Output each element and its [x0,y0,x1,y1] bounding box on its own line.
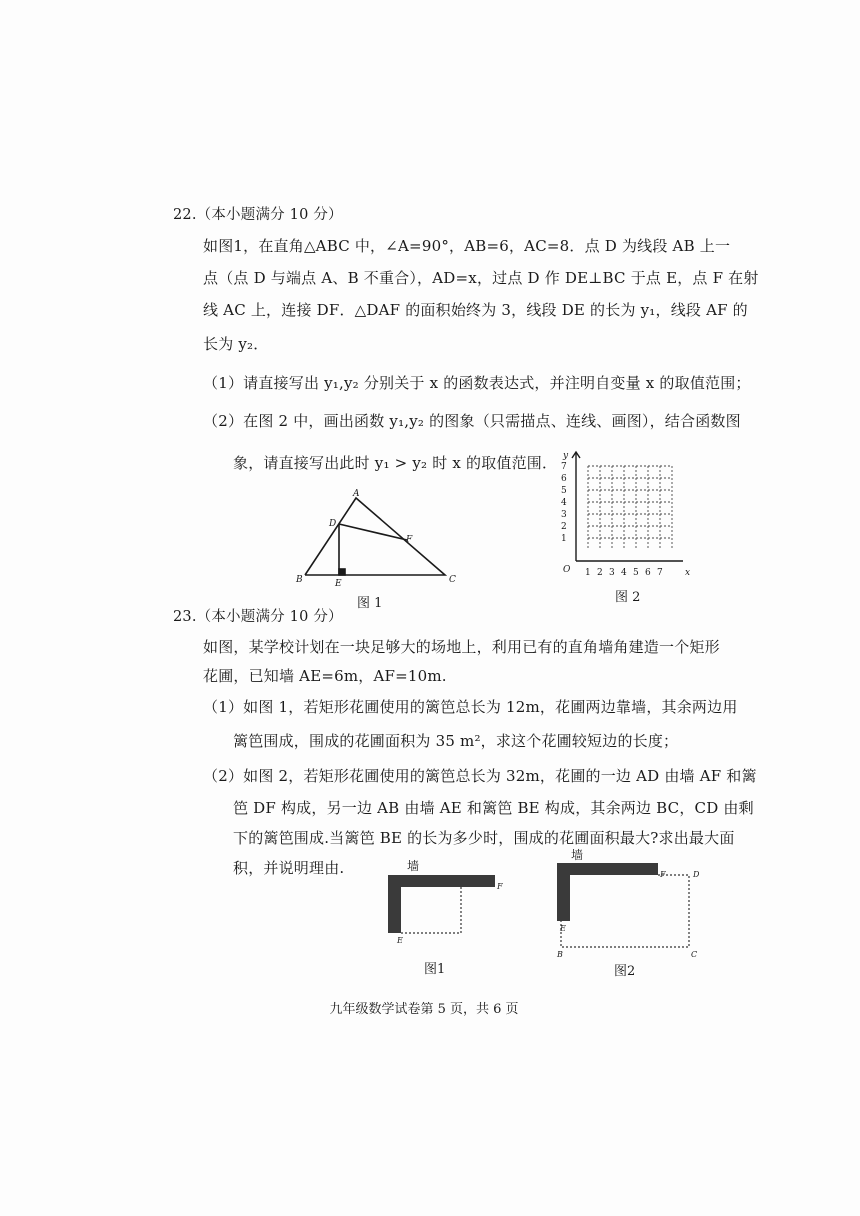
figure-2-caption: 图2 [614,964,636,979]
problem-22-text-line: 长为 y₂． [203,335,269,353]
problem-23-text-line: 如图，某学校计划在一块足够大的场地上，利用已有的直角墙角建造一个矩形 [203,638,720,656]
label-D: D [693,870,700,879]
problem-22-question-2-cont: 象，请直接写出此时 y₁ > y₂ 时 x 的取值范围． [233,454,558,472]
label-D: D [329,519,337,529]
problem-23-question-2-cont: 下的篱笆围成.当篱笆 BE 的长为多少时，围成的花圃面积最大?求出最大面 [233,829,735,847]
problem-23-heading: 23.（本小题满分 10 分） [173,609,343,625]
x-tick-label: 7 [657,568,663,578]
x-tick-label: 5 [633,568,639,578]
problem-23-question-1: （1）如图 1，若矩形花圃使用的篱笆总长为 12m，花圃两边靠墙，其余两边用 [203,698,738,716]
label-F: F [497,882,503,891]
y-tick-label: 5 [561,486,567,496]
problem-22-text-line: 线 AC 上，连接 DF．△DAF 的面积始终为 3，线段 DE 的长为 y₁，线段 AF 的 [203,301,748,319]
axis-label-y: y [563,451,569,461]
y-tick-label: 1 [561,534,567,544]
label-B: B [296,575,303,585]
axis-label-x: x [685,568,691,578]
page-footer: 九年级数学试卷第 5 页，共 6 页 [329,1002,519,1017]
problem-22-text-line: 点（点 D 与端点 A、B 不重合），AD=x，过点 D 作 DE⊥BC 于点 E，点 F 在射 [203,269,759,287]
label-C: C [449,575,456,585]
label-E: E [335,579,342,589]
x-tick-label: 2 [597,568,603,578]
problem-22-question-1: （1）请直接写出 y₁,y₂ 分别关于 x 的函数表达式，并注明自变量 x 的取值范围； [203,374,751,392]
figure-1-caption: 图1 [424,962,446,977]
label-E: E [397,936,403,945]
label-F: F [660,870,666,879]
y-tick-label: 3 [561,510,567,520]
y-tick-label: 4 [561,498,567,508]
label-E: E [560,924,566,933]
label-B: B [557,950,563,959]
problem-22-heading: 22.（本小题满分 10 分） [173,207,343,223]
origin-label: O [563,565,571,575]
label-F: F [406,535,413,545]
y-tick-label: 7 [561,462,567,472]
garden-figure-2 [555,845,715,960]
y-tick-label: 2 [561,522,567,532]
label-C: C [691,950,698,959]
coordinate-grid-figure [555,448,705,588]
wall-label: 墙 [407,859,420,873]
x-tick-label: 4 [621,568,627,578]
figure-1-caption: 图 1 [357,596,383,611]
x-tick-label: 3 [609,568,615,578]
x-tick-label: 6 [645,568,651,578]
triangle-figure [290,490,470,600]
problem-23-question-2-cont: 笆 DF 构成，另一边 AB 由墙 AE 和篱笆 BE 构成，其余两边 BC，CD 由剩 [233,799,754,817]
figure-2-caption: 图 2 [615,590,641,605]
label-A: A [353,489,360,499]
problem-23-question-2-cont: 积，并说明理由. [233,859,345,877]
problem-22-question-2: （2）在图 2 中，画出函数 y₁,y₂ 的图象（只需描点、连线、画图），结合函数图 [203,412,741,430]
y-tick-label: 6 [561,474,567,484]
problem-23-question-1-cont: 篱笆围成，围成的花圃面积为 35 m²，求这个花圃较短边的长度； [233,732,679,750]
garden-figure-1 [385,855,520,955]
problem-23-question-2: （2）如图 2，若矩形花圃使用的篱笆总长为 32m，花圃的一边 AD 由墙 AF 和篱 [203,767,757,785]
problem-23-text-line: 花圃，已知墙 AE=6m，AF=10m. [203,667,447,685]
x-tick-label: 1 [585,568,591,578]
wall-label: 墙 [571,848,584,862]
problem-22-text-line: 如图1，在直角△ABC 中，∠A=90°，AB=6，AC=8．点 D 为线段 AB 上一 [203,237,731,255]
